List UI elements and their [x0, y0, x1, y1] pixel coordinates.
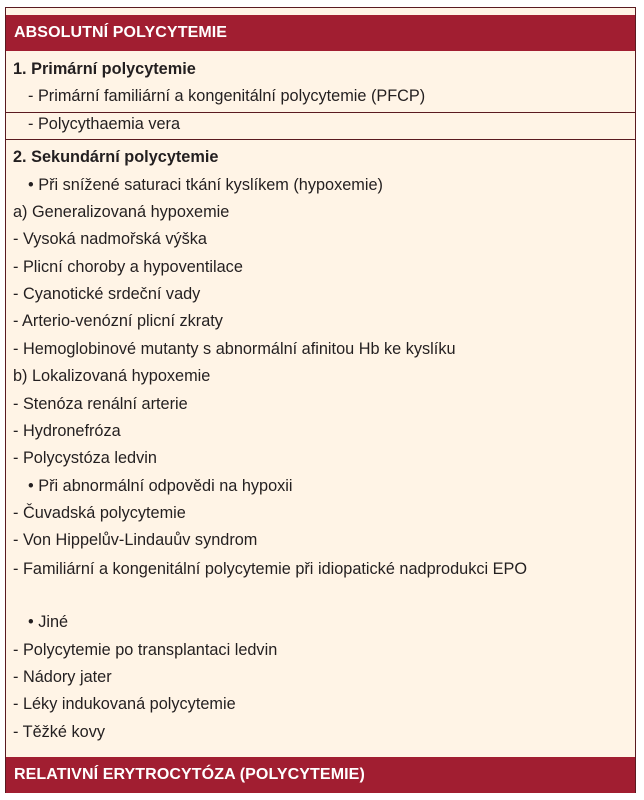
list-item: - Těžké kovy — [13, 723, 105, 741]
row-divider — [6, 112, 635, 113]
subgroup-heading: a) Generalizovaná hypoxemie — [13, 203, 230, 221]
list-item: - Von Hippelův-Lindauův syndrom — [13, 531, 258, 549]
section2-title: 2. Sekundární polycytemie — [13, 148, 219, 166]
list-item: - Cyanotické srdeční vady — [13, 285, 201, 303]
classification-table — [5, 7, 636, 793]
section1-title: 1. Primární polycytemie — [13, 60, 196, 78]
list-item: - Polycytemie po transplantaci ledvin — [13, 641, 278, 659]
section1-item: - Polycythaemia vera — [28, 115, 181, 133]
subgroup-heading: b) Lokalizovaná hypoxemie — [13, 367, 211, 385]
table-top-strip — [6, 8, 635, 15]
header-relative-erythrocytosis: RELATIVNÍ ERYTROCYTÓZA (POLYCYTEMIE) — [6, 757, 635, 793]
list-item: - Polycystóza ledvin — [13, 449, 157, 467]
list-item: - Familiární a kongenitální polycytemie při idiopatické nadprodukci EPO — [13, 560, 528, 578]
bullet-item: • Při snížené saturaci tkání kyslíkem (hypoxemie) — [28, 176, 383, 194]
list-item: - Nádory jater — [13, 668, 112, 686]
section1-item: - Primární familiární a kongenitální polycytemie (PFCP) — [28, 87, 426, 105]
list-item: - Hydronefróza — [13, 422, 121, 440]
section-divider — [6, 139, 635, 140]
list-item: - Léky indukovaná polycytemie — [13, 695, 236, 713]
list-item: - Plicní choroby a hypoventilace — [13, 258, 243, 276]
list-item: - Arterio-venózní plicní zkraty — [13, 312, 223, 330]
bullet-item: • Při abnormální odpovědi na hypoxii — [28, 477, 293, 495]
bullet-item: • Jiné — [28, 613, 69, 631]
header-absolute-polycythemia: ABSOLUTNÍ POLYCYTEMIE — [6, 15, 635, 51]
list-item: - Vysoká nadmořská výška — [13, 230, 207, 248]
list-item: - Čuvadská polycytemie — [13, 504, 186, 522]
list-item: - Stenóza renální arterie — [13, 395, 188, 413]
list-item: - Hemoglobinové mutanty s abnormální afinitou Hb ke kyslíku — [13, 340, 456, 358]
